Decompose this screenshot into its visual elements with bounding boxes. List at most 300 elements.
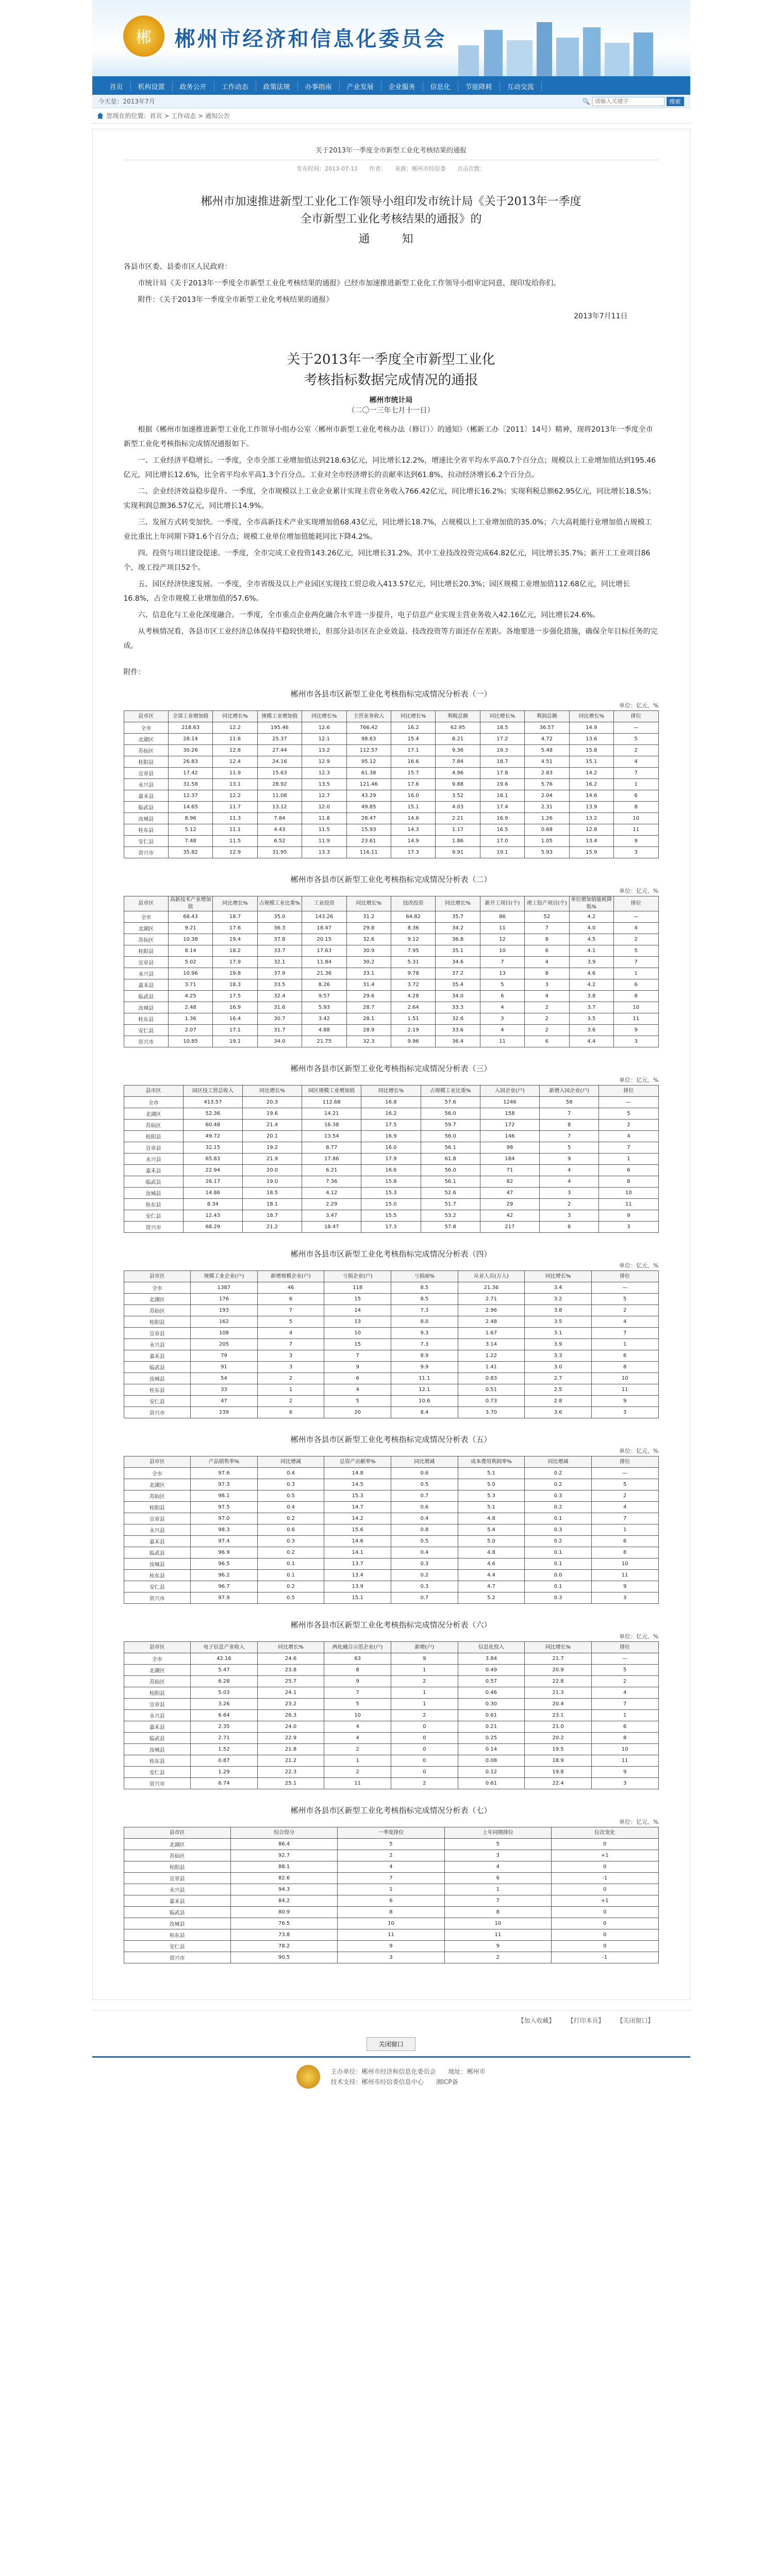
table-cell: 46 (257, 1282, 324, 1294)
table-header-cell: 同比增长% (361, 1086, 421, 1097)
table-region-cell: 全市 (124, 722, 168, 734)
table-cell: 6 (324, 1373, 391, 1384)
table-region-cell: 苏仙区 (124, 1120, 183, 1131)
table-cell: 21.36 (302, 968, 346, 979)
table-cell: 17.6 (213, 923, 257, 934)
table-cell: 14.9 (569, 722, 613, 734)
table-cell: 3.6 (569, 1025, 613, 1036)
table-cell: 5 (480, 979, 524, 991)
table-cell: 0.0 (525, 1570, 592, 1581)
table-cell: 5.0 (458, 1536, 525, 1547)
table-cell: 15.3 (324, 1490, 391, 1502)
table-cell: 2.5 (525, 1384, 592, 1396)
close-window-button[interactable]: 关闭窗口 (367, 2037, 415, 2051)
table-cell: 3.52 (436, 790, 480, 802)
table-header-cell: 同比增减 (257, 1456, 324, 1468)
table-cell: 98.3 (191, 1524, 258, 1536)
table-header-cell: 县市区 (124, 896, 168, 911)
notice-label: 通 知 (358, 233, 424, 246)
table-cell: +1 (552, 1850, 658, 1861)
table-cell: 0 (552, 1918, 658, 1929)
table-cell: 7 (444, 1895, 551, 1907)
table-row (124, 923, 658, 934)
table-header-row (124, 896, 658, 911)
table-row (124, 1002, 658, 1013)
nav-item[interactable]: 产业发展 (340, 81, 381, 91)
table-region-cell: 汝城县 (124, 1373, 191, 1384)
table-cell: 53.2 (421, 1210, 480, 1222)
table-cell: 0.68 (525, 824, 569, 836)
table-cell: 2 (324, 1744, 391, 1755)
table-cell: 9 (591, 1767, 658, 1778)
table-cell: 146 (480, 1131, 539, 1142)
table-cell: 30.7 (257, 1013, 302, 1025)
table-header-cell: 入园企业(户) (480, 1086, 539, 1097)
table-cell: 2 (540, 1199, 599, 1210)
table-cell: 16.2 (391, 722, 435, 734)
table-cell: 10 (591, 1558, 658, 1570)
table-row (124, 945, 658, 957)
breadcrumb-text[interactable]: 您现在的位置：首页 > 工作动态 > 通知公告 (106, 112, 230, 120)
table-unit: 单位：亿元、% (619, 888, 659, 894)
table-cell: 4.12 (302, 1188, 361, 1199)
data-table-block (124, 1805, 659, 1963)
table-cell: 4 (540, 1176, 599, 1188)
attachment-line[interactable]: 附件：《关于2013年一季度全市新型工业化考核结果的通报》 (138, 296, 334, 304)
table-cell: 17.3 (391, 847, 435, 858)
table-cell: 8 (613, 802, 658, 813)
table-cell: 4 (257, 1328, 324, 1339)
table-cell: 11 (591, 1570, 658, 1581)
nav-item[interactable]: 机构设置 (131, 81, 173, 91)
table-row (124, 836, 658, 847)
table-cell: 10 (324, 1710, 391, 1721)
table-cell: 21.7 (525, 1653, 592, 1665)
table-cell: 0.57 (458, 1676, 525, 1687)
table-row (124, 1581, 658, 1592)
table-cell: 0.5 (391, 1536, 458, 1547)
table-cell: 4 (540, 1165, 599, 1176)
site-logo-icon: 郴 (123, 15, 164, 57)
table-region-cell: 北湖区 (124, 1479, 191, 1490)
search-button[interactable]: 搜索 (667, 97, 684, 106)
table-cell: 5.0 (458, 1479, 525, 1490)
table-region-cell: 永兴县 (124, 1339, 191, 1350)
table-region-cell: 资兴市 (124, 847, 168, 858)
table-cell: 0.3 (525, 1490, 592, 1502)
table-cell: 5 (324, 1699, 391, 1710)
table-cell: 4.96 (436, 768, 480, 779)
table-cell: 17.5 (213, 991, 257, 1002)
table-unit: 单位：亿元、% (619, 1077, 659, 1083)
table-cell: 0.5 (257, 1592, 324, 1604)
table-header-row (124, 1642, 658, 1653)
table-cell: 1.36 (168, 1013, 212, 1025)
table-cell: 8.77 (302, 1142, 361, 1154)
table-cell: 7 (257, 1339, 324, 1350)
table-cell: 2.21 (436, 813, 480, 824)
table-row (124, 1120, 658, 1131)
table-row (124, 1767, 658, 1778)
table-row (124, 1350, 658, 1362)
table-cell: 7 (338, 1873, 444, 1884)
table-cell: 5 (338, 1839, 444, 1850)
table-cell: 4 (613, 923, 658, 934)
table-cell: 4.7 (458, 1581, 525, 1592)
table-cell: 20 (324, 1407, 391, 1418)
nav-item[interactable]: 政务公开 (173, 81, 214, 91)
table-region-cell: 宜章县 (124, 957, 168, 968)
table-cell: 61.8 (421, 1154, 480, 1165)
table-cell: 64.82 (391, 911, 435, 923)
table-cell: 8 (591, 1733, 658, 1744)
table-region-cell: 桂阳县 (124, 1131, 183, 1142)
table-row (124, 1524, 658, 1536)
table-cell: 15.9 (569, 847, 613, 858)
table-region-cell: 嘉禾县 (124, 1165, 183, 1176)
table-cell: 2 (591, 1676, 658, 1687)
table-cell: 0.7 (391, 1490, 458, 1502)
table-region-cell: 资兴市 (124, 1222, 183, 1233)
table-cell: 143.26 (302, 911, 346, 923)
table-cell: 0.73 (458, 1396, 525, 1407)
table-cell: 0.3 (257, 1536, 324, 1547)
footer-action-link[interactable]: 【打印本页】 (567, 2017, 605, 2024)
table-cell: 11.3 (213, 813, 257, 824)
table-header-row (124, 1271, 658, 1282)
nav-item[interactable]: 企业服务 (381, 81, 423, 91)
table-cell: 0.2 (257, 1581, 324, 1592)
table-cell: 10.96 (168, 968, 212, 979)
table-cell: 195.46 (257, 722, 302, 734)
table-cell: 78.2 (230, 1941, 337, 1952)
table-cell: 23.8 (257, 1665, 324, 1676)
nav-item[interactable]: 互动交流 (500, 81, 542, 91)
table-header-cell: 同比增长% (480, 711, 524, 722)
table-region-cell: 全市 (124, 1468, 191, 1479)
table-cell: 16.38 (302, 1120, 361, 1131)
table-header-cell: 县市区 (124, 1456, 191, 1468)
table-cell: 1387 (191, 1282, 258, 1294)
table-cell: 13.3 (302, 847, 346, 858)
table-cell: 68.43 (168, 911, 212, 923)
table-region-cell: 资兴市 (124, 1952, 230, 1963)
table-cell: 28.1 (346, 1013, 391, 1025)
table-cell: 5.2 (458, 1592, 525, 1604)
nav-item[interactable]: 首页 (103, 81, 131, 91)
table-cell: 2.19 (391, 1025, 435, 1036)
table-cell: 5.76 (525, 779, 569, 790)
article-meta: 发布时间：2013-07-11 作者： 来源：郴州市经信委 点击次数： (296, 165, 486, 172)
table-cell: 35.1 (436, 945, 480, 957)
table-cell: 3 (338, 1952, 444, 1963)
table-row (124, 1210, 658, 1222)
table-cell: 3.72 (391, 979, 435, 991)
table-row (124, 1502, 658, 1513)
table-region-cell: 资兴市 (124, 1778, 191, 1789)
table-cell: 3 (444, 1850, 551, 1861)
table-cell: 3.84 (458, 1653, 525, 1665)
footer-action-link[interactable]: 【加入收藏】 (518, 2017, 555, 2024)
search-input[interactable] (592, 97, 664, 106)
table-header-cell: 同比增长% (257, 1642, 324, 1653)
table-cell: 121.46 (346, 779, 391, 790)
table-cell: 7.3 (391, 1305, 458, 1316)
table-cell: 20.1 (242, 1131, 302, 1142)
table-cell: 63 (324, 1653, 391, 1665)
table-cell: 1.86 (436, 836, 480, 847)
table-region-cell: 北湖区 (124, 1294, 191, 1305)
table-region-cell: 全市 (124, 1653, 191, 1665)
table-cell: 11.9 (302, 836, 346, 847)
table-header-cell: 同比增长% (346, 896, 391, 911)
table-header-cell: 同比增长% (391, 711, 435, 722)
table-cell: 0.2 (257, 1513, 324, 1524)
table-cell: 18.9 (525, 1755, 592, 1767)
table-cell: 9.91 (436, 847, 480, 858)
table-cell: 0.61 (458, 1710, 525, 1721)
table-header-cell: 同比增减 (391, 1456, 458, 1468)
table-header-cell: 亏损企业(户) (324, 1271, 391, 1282)
table-cell: 13.4 (324, 1570, 391, 1581)
table-cell: 26.17 (183, 1176, 242, 1188)
table-cell: 17.0 (480, 836, 524, 847)
table-cell: 14.6 (324, 1536, 391, 1547)
table-cell: 4 (591, 1502, 658, 1513)
table-row (124, 1199, 658, 1210)
table-cell: 56.0 (421, 1165, 480, 1176)
table-row (124, 824, 658, 836)
nav-item[interactable]: 办事指南 (298, 81, 340, 91)
table-cell: 12.3 (302, 768, 346, 779)
table-region-cell: 苏仙区 (124, 1490, 191, 1502)
table-cell: 0.1 (257, 1558, 324, 1570)
table-cell: 5.47 (191, 1665, 258, 1676)
table-cell: 14.21 (302, 1108, 361, 1120)
table-cell: 0.2 (525, 1502, 592, 1513)
table-row (124, 1154, 658, 1165)
table-cell: 11 (444, 1929, 551, 1941)
table-cell: 11 (324, 1778, 391, 1789)
table-row (124, 934, 658, 945)
table-region-cell: 苏仙区 (124, 1850, 230, 1861)
table-cell: 19.3 (480, 745, 524, 756)
table-cell: 0 (391, 1767, 458, 1778)
article (92, 129, 690, 2000)
table-cell: 8 (338, 1907, 444, 1918)
table-cell: 56.0 (421, 1108, 480, 1120)
data-table-block (124, 1434, 659, 1604)
table-cell: 20.2 (525, 1733, 592, 1744)
table-cell: 0.3 (391, 1581, 458, 1592)
table-region-cell: 苏仙区 (124, 745, 168, 756)
info-bar (92, 95, 690, 108)
table-region-cell: 汝城县 (124, 1558, 191, 1570)
table-cell: 3 (599, 1222, 658, 1233)
table-cell: 162 (191, 1316, 258, 1328)
table-cell: 16.9 (361, 1131, 421, 1142)
nav-item[interactable]: 工作动态 (214, 81, 256, 91)
table-cell: 34.6 (436, 957, 480, 968)
table-row (124, 1025, 658, 1036)
nav-item[interactable]: 政策法规 (256, 81, 298, 91)
table-region-cell: 桂东县 (124, 1013, 168, 1025)
table-title: 郴州市各县市区新型工业化考核指标完成情况分析表（六） (290, 1620, 492, 1630)
table-cell: 14.5 (324, 1479, 391, 1490)
site-footer (92, 2056, 690, 2109)
table-cell: 5.4 (458, 1524, 525, 1536)
table-cell: 0.1 (525, 1513, 592, 1524)
table-cell: 32.3 (346, 1036, 391, 1047)
table-cell: 11.1 (391, 1373, 458, 1384)
notice-heading: 郴州市加速推进新型工业化工作领导小组印发市统计局《关于2013年一季度 全市新型工业化考核结果的通报》的 (201, 195, 581, 226)
table-cell: 11 (338, 1929, 444, 1941)
table-cell: 42 (480, 1210, 539, 1222)
table-cell: 2.71 (458, 1294, 525, 1305)
table-region-cell: 永兴县 (124, 1154, 183, 1165)
table-cell: 9.21 (168, 923, 212, 934)
table-header-cell: 同比增长% (213, 896, 257, 911)
table-cell: 22.3 (257, 1767, 324, 1778)
table-cell: 47 (480, 1188, 539, 1199)
table-cell: 6 (591, 1536, 658, 1547)
table-cell: 12.9 (213, 847, 257, 858)
table-cell: 6 (257, 1294, 324, 1305)
table-cell: 9 (591, 1396, 658, 1407)
table-cell: 0.3 (391, 1558, 458, 1570)
data-table-block (124, 1619, 659, 1789)
report-date: （二〇一三年七月十一日） (347, 406, 435, 415)
table-cell: 5 (540, 1142, 599, 1154)
table-cell: 11.5 (302, 824, 346, 836)
table-header-cell: 单位增加值能耗降低% (569, 896, 613, 911)
table-title: 郴州市各县市区新型工业化考核指标完成情况分析表（七） (290, 1806, 492, 1815)
table-cell: 68.29 (183, 1222, 242, 1233)
table-cell: 59.7 (421, 1120, 480, 1131)
table-cell: 5.12 (168, 824, 212, 836)
table-cell: 18.7 (242, 1210, 302, 1222)
table-cell: 0.3 (525, 1592, 592, 1604)
table-region-cell: 北湖区 (124, 1665, 191, 1676)
table-row (124, 1396, 658, 1407)
table-cell: 16.9 (213, 1002, 257, 1013)
table-cell: 9.78 (391, 968, 435, 979)
table-cell: 7.3 (391, 1339, 458, 1350)
table-cell: 7 (257, 1305, 324, 1316)
table-cell: 8 (591, 1547, 658, 1558)
table-header-cell: 同比增长% (525, 1642, 592, 1653)
table-cell: 18.1 (242, 1199, 302, 1210)
table-cell: 2.31 (525, 802, 569, 813)
table-row (124, 1653, 658, 1665)
table-cell: 22.94 (183, 1165, 242, 1176)
table-region-cell: 资兴市 (124, 1592, 191, 1604)
table-header-cell: 新增规模企业(户) (257, 1271, 324, 1282)
table-cell: 76.5 (230, 1918, 337, 1929)
table-cell: 94.3 (230, 1884, 337, 1895)
table-cell: 21.75 (302, 1036, 346, 1047)
table-row (124, 756, 658, 768)
table-region-cell: 桂东县 (124, 824, 168, 836)
table-cell: 24.1 (257, 1687, 324, 1699)
table-cell: 12.8 (213, 745, 257, 756)
table-row (124, 1188, 658, 1199)
nav-item[interactable]: 节能降耗 (458, 81, 500, 91)
footer-action-link[interactable]: 【关闭窗口】 (617, 2017, 654, 2024)
table-cell: 8.5 (391, 1294, 458, 1305)
table-region-cell: 临武县 (124, 1362, 191, 1373)
table-cell: 3.70 (458, 1407, 525, 1418)
table-cell: 2 (324, 1767, 391, 1778)
table-cell: 10 (599, 1188, 658, 1199)
table-header-cell: 从业人员(万人) (458, 1271, 525, 1282)
table-cell: 14.2 (324, 1513, 391, 1524)
table-cell: — (591, 1282, 658, 1294)
table-cell: 3.8 (525, 1305, 592, 1316)
table-cell: 5 (599, 1108, 658, 1120)
table-unit: 单位：亿元、% (619, 1262, 659, 1269)
table-cell: 31.95 (257, 847, 302, 858)
table-cell: 24.6 (257, 1653, 324, 1665)
table-header-row (124, 711, 658, 722)
nav-item[interactable]: 信息化 (423, 81, 458, 91)
table-region-cell: 临武县 (124, 1547, 191, 1558)
table-header-cell: 排位 (591, 1271, 658, 1282)
table-row (124, 1547, 658, 1558)
table-cell: 32.1 (257, 957, 302, 968)
table-cell: 9.9 (391, 1362, 458, 1373)
table-cell: 18.5 (242, 1188, 302, 1199)
table-cell: 3.0 (525, 1362, 592, 1373)
table-row (124, 813, 658, 824)
table-cell: 2 (444, 1952, 551, 1963)
table-row (124, 1592, 658, 1604)
table-cell: 8.5 (391, 1282, 458, 1294)
table-cell: 12.1 (302, 734, 346, 745)
table-cell: 15.7 (391, 768, 435, 779)
data-table (124, 1827, 659, 1963)
table-cell: 6 (591, 1721, 658, 1733)
table-region-cell: 桂阳县 (124, 945, 168, 957)
table-cell: 1.26 (525, 813, 569, 824)
table-cell: 6 (338, 1895, 444, 1907)
table-cell: 4 (591, 1687, 658, 1699)
table-cell: 33.6 (436, 1025, 480, 1036)
report-paragraph: 根据《郴州市加速推进新型工业化工作领导小组办公室〈郴州市新型工业化考核办法（修订）〉的通知》（郴新工办〔2011〕14号）精神，现将2013年一季度全市新型工业化考核指标完成情况通报如下。 (123, 426, 653, 448)
table-row (124, 1013, 658, 1025)
table-row (124, 1839, 658, 1850)
table-header-cell: 新增(户) (391, 1642, 458, 1653)
table-row (124, 1687, 658, 1699)
table-cell: 2.83 (525, 768, 569, 779)
table-cell: 7.84 (436, 756, 480, 768)
table-header-cell: 电子信息产业收入 (191, 1642, 258, 1653)
table-cell: 11.5 (213, 836, 257, 847)
table-row (124, 1744, 658, 1755)
table-cell: 10.6 (391, 1396, 458, 1407)
table-cell: 15.1 (324, 1592, 391, 1604)
table-cell: 0.1 (257, 1570, 324, 1581)
table-cell: 56.0 (421, 1131, 480, 1142)
table-region-cell: 桂东县 (124, 1199, 183, 1210)
table-cell: 2.8 (525, 1396, 592, 1407)
table-cell: 2.29 (302, 1199, 361, 1210)
table-cell: 3.6 (525, 1407, 592, 1418)
table-cell: 15 (324, 1294, 391, 1305)
table-header-row (124, 1086, 658, 1097)
table-cell: 0.6 (257, 1524, 324, 1536)
table-region-cell: 汝城县 (124, 1188, 183, 1199)
